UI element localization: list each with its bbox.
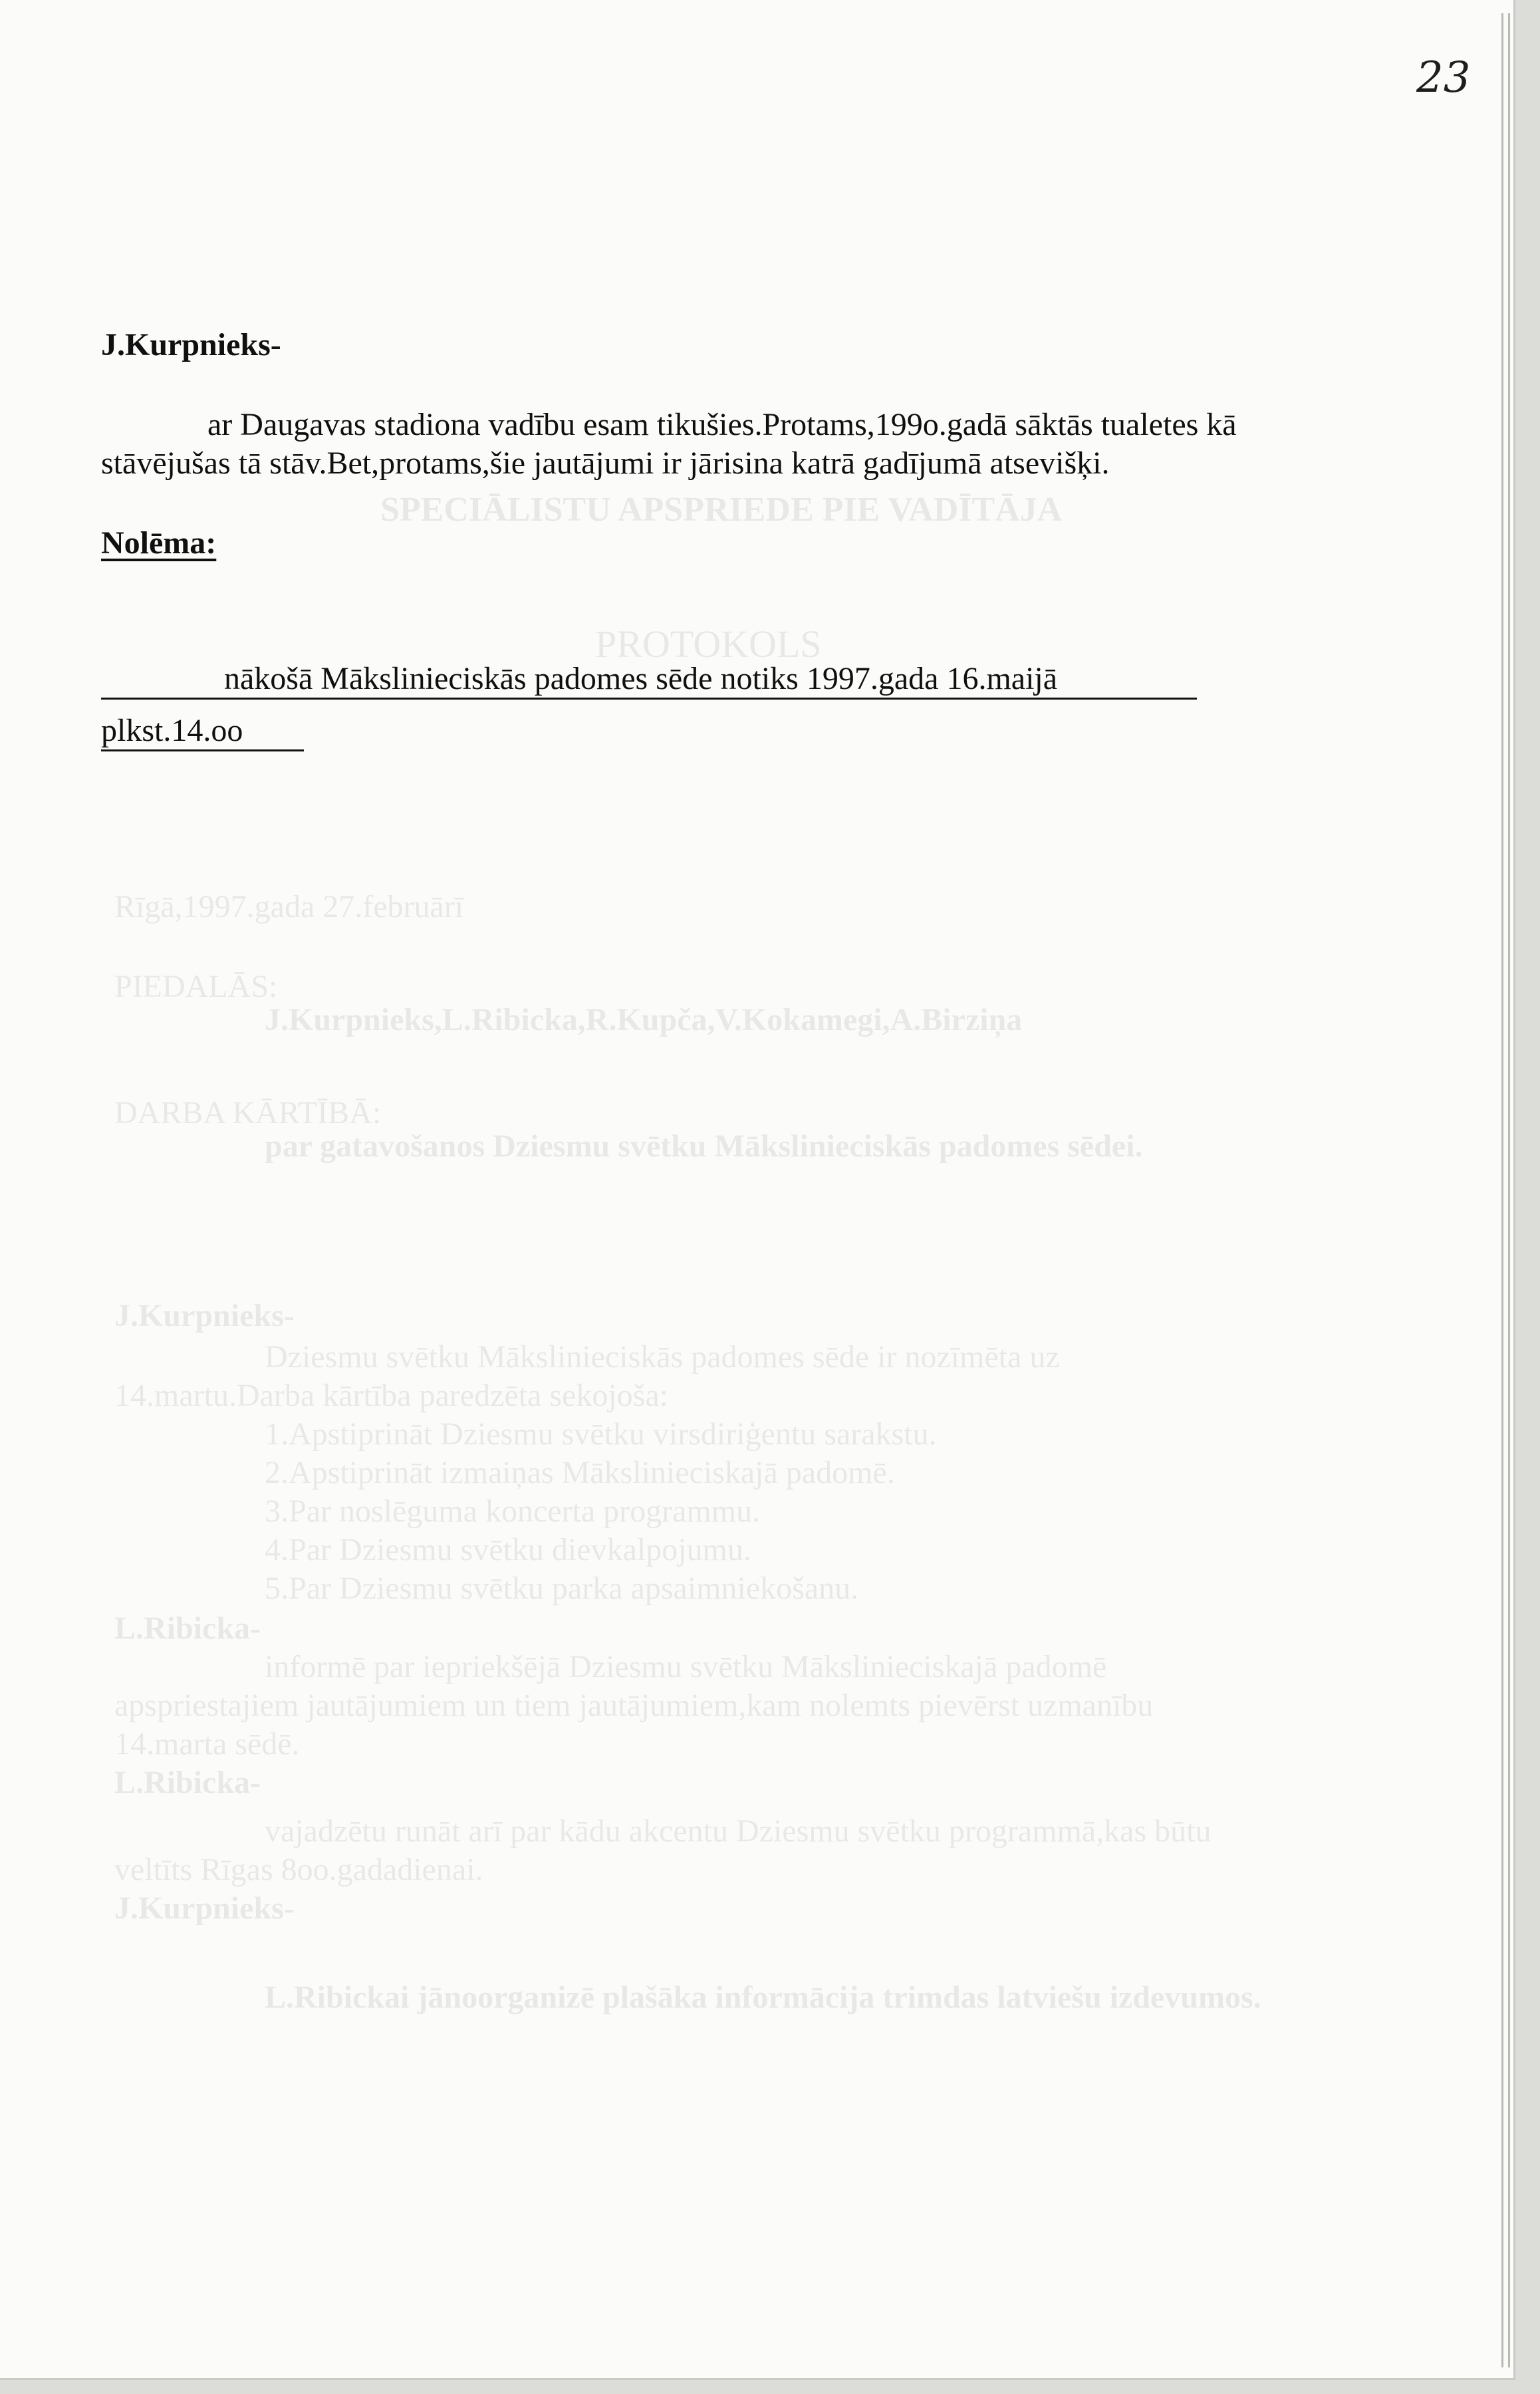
reverse-protocol-heading: PROTOKOLS	[595, 622, 822, 666]
reverse-text-line: 14.martu.Darba kārtība paredzēta sekojoša:	[114, 1378, 668, 1413]
reverse-text-line: vajadzētu runāt arī par kādu akcentu Dziesmu svētku programmā,kas būtu	[265, 1813, 1212, 1849]
reverse-text-line: veltīts Rīgas 8oo.gadadienai.	[114, 1852, 483, 1887]
reverse-speaker: L.Ribicka-	[114, 1765, 261, 1800]
paragraph-line: stāvējušas tā stāv.Bet,protams,šie jautājumi ir jārisina katrā gadījumā atsevišķi.	[101, 446, 1110, 481]
reverse-agenda-item: 4.Par Dziesmu svētku dievkalpojumu.	[265, 1532, 751, 1567]
reverse-title: SPECIĀLISTU APSPRIEDE PIE VADĪTĀJA	[380, 491, 1063, 529]
resolution-text-line: nākošā Mākslinieciskās padomes sēde notiks 1997.gada 16.maijā	[224, 661, 1058, 696]
reverse-present-label: PIEDALĀS:	[114, 969, 278, 1004]
reverse-speaker: L.Ribicka-	[114, 1611, 261, 1646]
reverse-text-line: Dziesmu svētku Mākslinieciskās padomes sēde ir nozīmēta uz	[265, 1339, 1060, 1375]
reverse-speaker: J.Kurpnieks-	[114, 1298, 295, 1333]
underline-rule	[101, 749, 304, 751]
resolution-label: Nolēma:	[101, 525, 217, 561]
reverse-text-line: apspriestajiem jautājumiem un tiem jautājumiem,kam nolemts pievērst uzmanību	[114, 1688, 1154, 1723]
reverse-agenda-item: 3.Par noslēguma koncerta programmu.	[265, 1494, 761, 1529]
reverse-text-line: L.Ribickai jānoorganizē plašāka informācija trimdas latviešu izdevumos.	[265, 1980, 1261, 2015]
reverse-text-line: 14.marta sēdē.	[114, 1726, 300, 1762]
reverse-agenda-item: 5.Par Dziesmu svētku parka apsaimniekošanu.	[265, 1571, 859, 1606]
reverse-agenda-item: 1.Apstiprināt Dziesmu svētku virsdiriģentu sarakstu.	[265, 1416, 937, 1452]
underline-rule	[101, 698, 1197, 700]
page-number: 23	[1416, 53, 1471, 102]
reverse-date: Rīgā,1997.gada 27.februārī	[114, 889, 464, 924]
reverse-present-names: J.Kurpnieks,L.Ribicka,R.Kupča,V.Kokamegi,A.Birziņa	[265, 1002, 1023, 1037]
reverse-agenda-text: par gatavošanos Dziesmu svētku Mākslinieciskās padomes sēdei.	[265, 1129, 1143, 1164]
reverse-speaker: J.Kurpnieks-	[114, 1891, 295, 1926]
paragraph-line: ar Daugavas stadiona vadību esam tikušies.Protams,199o.gadā sāktās tualetes kā	[207, 407, 1237, 442]
reverse-agenda-item: 2.Apstiprināt izmaiņas Mākslinieciskajā padomē.	[265, 1455, 895, 1490]
reverse-text-line: informē par iepriekšējā Dziesmu svētku Mākslinieciskajā padomē	[265, 1649, 1107, 1684]
resolution-text-line: plkst.14.oo	[101, 713, 243, 748]
speaker-name: J.Kurpnieks-	[101, 327, 281, 362]
reverse-agenda-label: DARBA KĀRTĪBĀ:	[114, 1095, 382, 1130]
